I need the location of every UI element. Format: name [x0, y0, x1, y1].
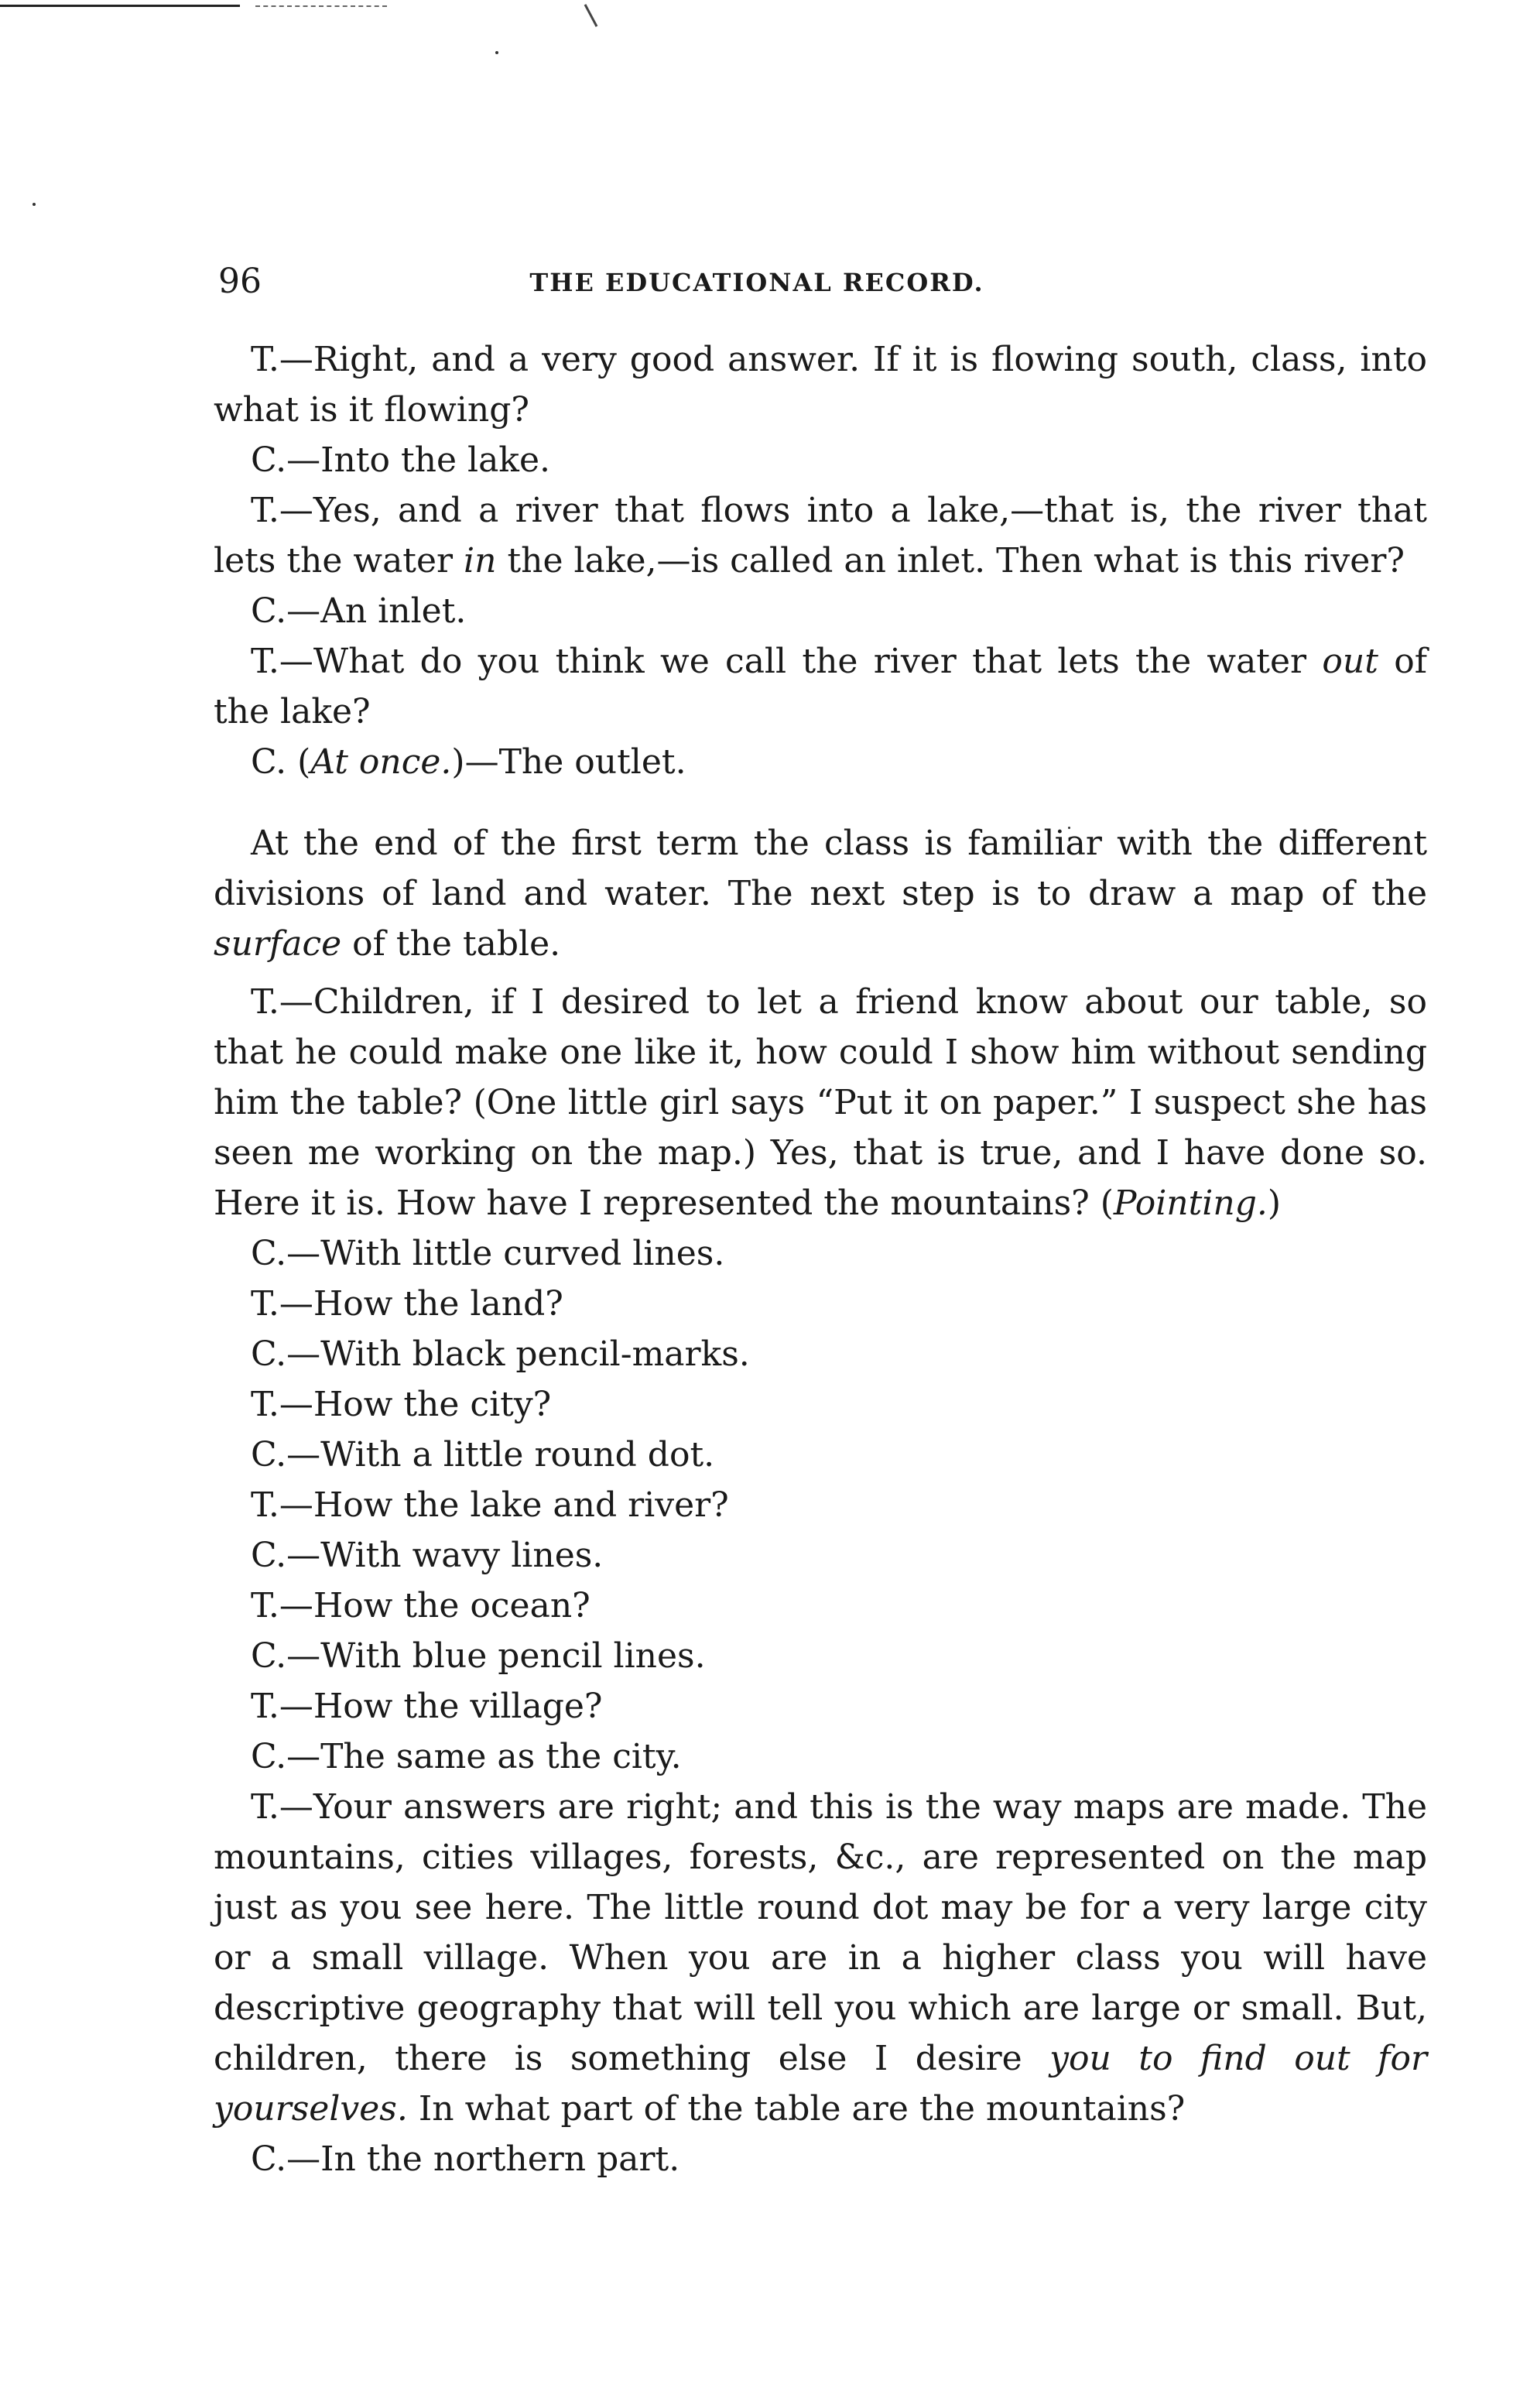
- running-head: THE EDUCATIONAL RECORD.: [529, 268, 984, 297]
- paragraph: T.—Right, and a very good answer. If it is flowing south, class, into what is it flowing?: [214, 340, 1427, 430]
- scan-speck: [33, 203, 36, 206]
- scan-speck: [495, 51, 498, 54]
- paragraph: C.—With a little round dot.: [251, 1435, 715, 1475]
- paragraph: C.—In the northern part.: [251, 2139, 680, 2179]
- paragraph: T.—Your answers are right; and this is the way maps are made. The mountains, cities villages, forests, &c., are represented on the map just as you see here. The little round dot may be for a very large city or a small village. When you are in a higher class you will have descriptive geography that will tell you which are large or small. But, children, there is something else I desire you to find out for yourselves. In what part of the table are the mountains?: [214, 1787, 1427, 2129]
- page-number: 96: [218, 262, 262, 301]
- scan-mark: [584, 4, 598, 27]
- paragraph: C.—With wavy lines.: [251, 1536, 604, 1575]
- paragraph: C.—The same as the city.: [251, 1737, 682, 1776]
- paragraph: T.—How the land?: [251, 1284, 563, 1324]
- paragraph: C.—With blue pencil lines.: [251, 1636, 706, 1676]
- paragraph: T.—How the city?: [251, 1385, 552, 1424]
- page-header: [218, 259, 1426, 305]
- paragraph: T.—What do you think we call the river that lets the water out of the lake?: [214, 642, 1427, 731]
- top-rule: [0, 5, 240, 7]
- paragraph: C.—With black pencil-marks.: [251, 1334, 750, 1374]
- paragraph: C. (At once.)—The outlet.: [251, 742, 686, 782]
- paragraph: C.—With little curved lines.: [251, 1234, 725, 1273]
- paragraph: C.—An inlet.: [251, 591, 467, 631]
- paragraph: T.—How the ocean?: [251, 1586, 590, 1625]
- paragraph: T.—Yes, and a river that flows into a lake,—that is, the river that lets the water in the lake,—is called an inlet. Then what is this river?: [214, 491, 1427, 581]
- page-body: [214, 334, 1427, 2184]
- paragraph: C.—Into the lake.: [251, 440, 550, 480]
- paragraph: At the end of the first term the class is familiar with the different divisions of land and water. The next step is to draw a map of the surface of the table.: [214, 824, 1427, 964]
- top-rule-dashed: [255, 5, 387, 7]
- paragraph: T.—Children, if I desired to let a friend know about our table, so that he could make one like it, how could I show him without sending him the table? (One little girl says “Put it on paper.” I suspect she has seen me working on the map.) Yes, that is true, and I have done so. Here it is. How have I represented the mountains? (Pointing.): [214, 982, 1427, 1223]
- paragraph: T.—How the village?: [251, 1687, 603, 1726]
- paragraph: T.—How the lake and river?: [251, 1485, 729, 1525]
